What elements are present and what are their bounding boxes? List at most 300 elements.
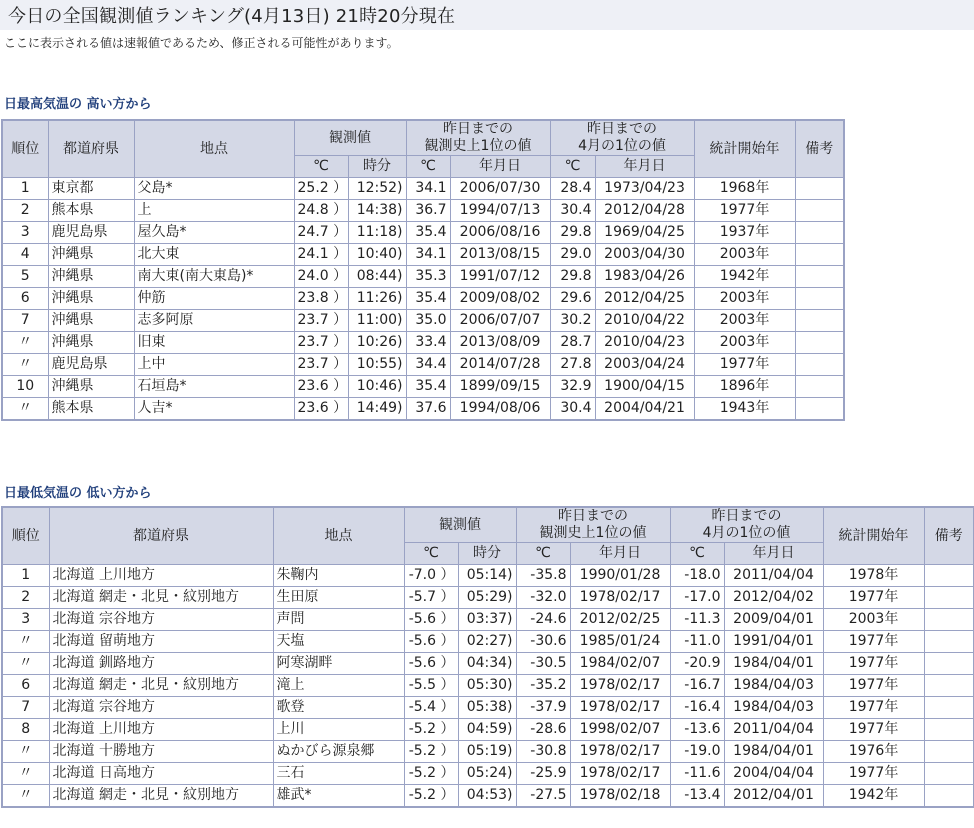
- remarks-cell: [795, 376, 844, 398]
- header-observed: 観測値: [294, 120, 406, 156]
- hist-temp-cell: 34.1: [406, 244, 450, 266]
- remarks-cell: [924, 587, 974, 609]
- observed-time-cell: 05:29): [458, 587, 516, 609]
- station-cell: 旧東: [134, 332, 294, 354]
- observed-time-cell: 10:55): [348, 354, 406, 376]
- month-temp-cell: -19.0: [670, 741, 724, 763]
- pref-cell: 沖縄県: [48, 266, 134, 288]
- header-month-celsius: ℃: [670, 543, 724, 565]
- month-temp-cell: 29.8: [550, 266, 595, 288]
- hist-date-cell: 1994/08/06: [450, 398, 550, 421]
- month-date-cell: 1900/04/15: [595, 376, 694, 398]
- header-obs-time: 時分: [348, 156, 406, 178]
- observed-time-cell: 05:38): [458, 697, 516, 719]
- hist-temp-cell: -25.9: [516, 763, 570, 785]
- pref-cell: 北海道 宗谷地方: [49, 609, 273, 631]
- start-year-cell: 1977年: [823, 697, 924, 719]
- rank-cell: 〃: [2, 741, 49, 763]
- remarks-cell: [924, 565, 974, 587]
- observed-time-cell: 14:49): [348, 398, 406, 421]
- month-date-cell: 1983/04/26: [595, 266, 694, 288]
- start-year-cell: 1942年: [823, 785, 924, 808]
- station-cell: 南大東(南大東島)*: [134, 266, 294, 288]
- pref-cell: 沖縄県: [48, 332, 134, 354]
- observed-temp-cell: 23.6 ）: [294, 376, 348, 398]
- station-cell: 雄武*: [273, 785, 404, 808]
- start-year-cell: 1977年: [694, 354, 795, 376]
- header-rank: 順位: [2, 507, 49, 565]
- observed-time-cell: 10:26): [348, 332, 406, 354]
- month-temp-cell: -13.4: [670, 785, 724, 808]
- pref-cell: 沖縄県: [48, 244, 134, 266]
- header-month-record: 昨日までの 4月の1位の値: [670, 507, 823, 543]
- table-row: [2, 222, 844, 244]
- month-date-cell: 2009/04/01: [724, 609, 823, 631]
- start-year-cell: 1977年: [823, 675, 924, 697]
- table-row: [2, 763, 974, 785]
- hist-temp-cell: -27.5: [516, 785, 570, 808]
- pref-cell: 北海道 釧路地方: [49, 653, 273, 675]
- rank-cell: 〃: [2, 354, 48, 376]
- header-month-record: 昨日までの 4月の1位の値: [550, 120, 694, 156]
- pref-cell: 北海道 宗谷地方: [49, 697, 273, 719]
- rank-cell: 5: [2, 266, 48, 288]
- header-start-year: 統計開始年: [823, 507, 924, 565]
- pref-cell: 北海道 上川地方: [49, 719, 273, 741]
- pref-cell: 鹿児島県: [48, 354, 134, 376]
- observed-temp-cell: 23.6 ）: [294, 398, 348, 421]
- table-row: [2, 653, 974, 675]
- observed-time-cell: 05:19): [458, 741, 516, 763]
- observed-time-cell: 03:37): [458, 609, 516, 631]
- header-hist-date: 年月日: [570, 543, 670, 565]
- start-year-cell: 1976年: [823, 741, 924, 763]
- month-date-cell: 1984/04/01: [724, 741, 823, 763]
- month-date-cell: 2010/04/22: [595, 310, 694, 332]
- hist-date-cell: 1978/02/17: [570, 697, 670, 719]
- remarks-cell: [795, 200, 844, 222]
- remarks-cell: [924, 653, 974, 675]
- observed-temp-cell: -5.2 ）: [404, 763, 458, 785]
- table-row: [2, 719, 974, 741]
- pref-cell: 北海道 留萌地方: [49, 631, 273, 653]
- table-row: [2, 398, 844, 421]
- observed-temp-cell: 23.7 ）: [294, 310, 348, 332]
- month-temp-cell: 29.0: [550, 244, 595, 266]
- station-cell: 人吉*: [134, 398, 294, 421]
- header-pref: 都道府県: [49, 507, 273, 565]
- month-temp-cell: -17.0: [670, 587, 724, 609]
- station-cell: 父島*: [134, 178, 294, 200]
- month-date-cell: 2011/04/04: [724, 719, 823, 741]
- pref-cell: 沖縄県: [48, 376, 134, 398]
- hist-date-cell: 1899/09/15: [450, 376, 550, 398]
- rank-cell: 3: [2, 609, 49, 631]
- hist-date-cell: 2006/07/30: [450, 178, 550, 200]
- station-cell: 歌登: [273, 697, 404, 719]
- hist-date-cell: 2012/02/25: [570, 609, 670, 631]
- start-year-cell: 1977年: [823, 631, 924, 653]
- start-year-cell: 1896年: [694, 376, 795, 398]
- remarks-cell: [924, 785, 974, 808]
- pref-cell: 熊本県: [48, 200, 134, 222]
- rank-cell: 1: [2, 565, 49, 587]
- pref-cell: 北海道 網走・北見・紋別地方: [49, 675, 273, 697]
- table-row: [2, 376, 844, 398]
- header-station: 地点: [134, 120, 294, 178]
- observed-temp-cell: -7.0 ）: [404, 565, 458, 587]
- rank-cell: 3: [2, 222, 48, 244]
- month-date-cell: 1984/04/01: [724, 653, 823, 675]
- high-table-body: [2, 178, 844, 421]
- hist-temp-cell: 36.7: [406, 200, 450, 222]
- header-month-date: 年月日: [595, 156, 694, 178]
- table-row: [2, 178, 844, 200]
- month-date-cell: 1984/04/03: [724, 697, 823, 719]
- start-year-cell: 1968年: [694, 178, 795, 200]
- remarks-cell: [924, 763, 974, 785]
- station-cell: 上川: [273, 719, 404, 741]
- observed-temp-cell: 24.1 ）: [294, 244, 348, 266]
- station-cell: 志多阿原: [134, 310, 294, 332]
- hist-temp-cell: -37.9: [516, 697, 570, 719]
- start-year-cell: 2003年: [823, 609, 924, 631]
- month-date-cell: 2012/04/01: [724, 785, 823, 808]
- hist-date-cell: 2013/08/09: [450, 332, 550, 354]
- observed-time-cell: 05:30): [458, 675, 516, 697]
- observed-time-cell: 11:18): [348, 222, 406, 244]
- month-temp-cell: 30.4: [550, 200, 595, 222]
- rank-cell: 7: [2, 310, 48, 332]
- remarks-cell: [795, 244, 844, 266]
- pref-cell: 沖縄県: [48, 310, 134, 332]
- header-rank: 順位: [2, 120, 48, 178]
- month-date-cell: 1973/04/23: [595, 178, 694, 200]
- start-year-cell: 1977年: [823, 653, 924, 675]
- remarks-cell: [795, 310, 844, 332]
- rank-cell: 2: [2, 587, 49, 609]
- remarks-cell: [924, 741, 974, 763]
- station-cell: 上: [134, 200, 294, 222]
- table-row: [2, 354, 844, 376]
- month-temp-cell: -16.7: [670, 675, 724, 697]
- month-date-cell: 2010/04/23: [595, 332, 694, 354]
- observed-time-cell: 11:00): [348, 310, 406, 332]
- month-temp-cell: 27.8: [550, 354, 595, 376]
- station-cell: 声問: [273, 609, 404, 631]
- table-row: [2, 587, 974, 609]
- remarks-cell: [795, 332, 844, 354]
- header-hist-record: 昨日までの 観測史上1位の値: [516, 507, 670, 543]
- start-year-cell: 1977年: [823, 587, 924, 609]
- hist-date-cell: 1978/02/17: [570, 675, 670, 697]
- start-year-cell: 1943年: [694, 398, 795, 421]
- title-bar: [0, 0, 974, 30]
- month-date-cell: 1984/04/03: [724, 675, 823, 697]
- hist-temp-cell: 35.4: [406, 288, 450, 310]
- observed-time-cell: 05:14): [458, 565, 516, 587]
- header-obs-celsius: ℃: [404, 543, 458, 565]
- station-cell: 仲筋: [134, 288, 294, 310]
- station-cell: 屋久島*: [134, 222, 294, 244]
- rank-cell: 〃: [2, 653, 49, 675]
- station-cell: 上中: [134, 354, 294, 376]
- header-obs-time: 時分: [458, 543, 516, 565]
- month-date-cell: 2011/04/04: [724, 565, 823, 587]
- hist-temp-cell: -35.8: [516, 565, 570, 587]
- start-year-cell: 1977年: [694, 200, 795, 222]
- month-temp-cell: -11.6: [670, 763, 724, 785]
- high-temp-ranking-table: [1, 119, 845, 421]
- rank-cell: 〃: [2, 785, 49, 808]
- observed-temp-cell: 24.7 ）: [294, 222, 348, 244]
- table-row: [2, 565, 974, 587]
- hist-date-cell: 1978/02/18: [570, 785, 670, 808]
- pref-cell: 北海道 十勝地方: [49, 741, 273, 763]
- hist-temp-cell: 34.4: [406, 354, 450, 376]
- station-cell: 朱鞠内: [273, 565, 404, 587]
- month-date-cell: 2004/04/21: [595, 398, 694, 421]
- hist-temp-cell: 34.1: [406, 178, 450, 200]
- rank-cell: 10: [2, 376, 48, 398]
- header-month-celsius: ℃: [550, 156, 595, 178]
- remarks-cell: [924, 631, 974, 653]
- rank-cell: 6: [2, 288, 48, 310]
- observed-temp-cell: -5.6 ）: [404, 631, 458, 653]
- rank-cell: 7: [2, 697, 49, 719]
- month-temp-cell: -13.6: [670, 719, 724, 741]
- table-row: [2, 785, 974, 808]
- rank-cell: 〃: [2, 398, 48, 421]
- observed-time-cell: 11:26): [348, 288, 406, 310]
- start-year-cell: 1977年: [823, 719, 924, 741]
- observed-time-cell: 10:40): [348, 244, 406, 266]
- start-year-cell: 2003年: [694, 332, 795, 354]
- hist-date-cell: 1984/02/07: [570, 653, 670, 675]
- observed-time-cell: 08:44): [348, 266, 406, 288]
- hist-temp-cell: 35.3: [406, 266, 450, 288]
- month-temp-cell: 28.7: [550, 332, 595, 354]
- observed-temp-cell: 23.7 ）: [294, 332, 348, 354]
- table-row: [2, 741, 974, 763]
- observed-temp-cell: -5.6 ）: [404, 609, 458, 631]
- table-row: [2, 675, 974, 697]
- page-title: 今日の全国観測値ランキング(4月13日) 21時20分現在: [8, 6, 456, 27]
- hist-temp-cell: -30.5: [516, 653, 570, 675]
- hist-date-cell: 1978/02/17: [570, 741, 670, 763]
- observed-time-cell: 10:46): [348, 376, 406, 398]
- pref-cell: 東京都: [48, 178, 134, 200]
- month-date-cell: 1991/04/01: [724, 631, 823, 653]
- hist-temp-cell: 35.4: [406, 222, 450, 244]
- month-temp-cell: -16.4: [670, 697, 724, 719]
- hist-date-cell: 1990/01/28: [570, 565, 670, 587]
- rank-cell: 〃: [2, 332, 48, 354]
- hist-date-cell: 1985/01/24: [570, 631, 670, 653]
- month-date-cell: 2012/04/28: [595, 200, 694, 222]
- pref-cell: 鹿児島県: [48, 222, 134, 244]
- observed-temp-cell: -5.7 ）: [404, 587, 458, 609]
- header-remarks: 備考: [924, 507, 974, 565]
- table-row: [2, 266, 844, 288]
- hist-date-cell: 2009/08/02: [450, 288, 550, 310]
- hist-temp-cell: -28.6: [516, 719, 570, 741]
- header-observed: 観測値: [404, 507, 516, 543]
- month-temp-cell: 30.4: [550, 398, 595, 421]
- month-date-cell: 2003/04/24: [595, 354, 694, 376]
- start-year-cell: 1942年: [694, 266, 795, 288]
- pref-cell: 北海道 網走・北見・紋別地方: [49, 785, 273, 808]
- observed-time-cell: 14:38): [348, 200, 406, 222]
- low-temp-ranking-table: [1, 506, 974, 808]
- rank-cell: 2: [2, 200, 48, 222]
- remarks-cell: [795, 398, 844, 421]
- month-temp-cell: -20.9: [670, 653, 724, 675]
- station-cell: 阿寒湖畔: [273, 653, 404, 675]
- remarks-cell: [924, 675, 974, 697]
- table-row: [2, 609, 974, 631]
- hist-date-cell: 1998/02/07: [570, 719, 670, 741]
- table-row: [2, 310, 844, 332]
- start-year-cell: 1937年: [694, 222, 795, 244]
- header-station: 地点: [273, 507, 404, 565]
- remarks-cell: [795, 354, 844, 376]
- rank-cell: 〃: [2, 631, 49, 653]
- hist-temp-cell: 33.4: [406, 332, 450, 354]
- observed-temp-cell: 23.8 ）: [294, 288, 348, 310]
- observed-time-cell: 12:52): [348, 178, 406, 200]
- pref-cell: 北海道 日高地方: [49, 763, 273, 785]
- disclaimer-note: ここに表示される値は速報値であるため、修正される可能性があります。: [4, 36, 399, 50]
- station-cell: 北大東: [134, 244, 294, 266]
- station-cell: 天塩: [273, 631, 404, 653]
- observed-temp-cell: -5.6 ）: [404, 653, 458, 675]
- pref-cell: 沖縄県: [48, 288, 134, 310]
- observed-temp-cell: -5.2 ）: [404, 719, 458, 741]
- month-date-cell: 1969/04/25: [595, 222, 694, 244]
- month-temp-cell: 32.9: [550, 376, 595, 398]
- month-temp-cell: 28.4: [550, 178, 595, 200]
- remarks-cell: [924, 719, 974, 741]
- hist-date-cell: 1994/07/13: [450, 200, 550, 222]
- remarks-cell: [924, 609, 974, 631]
- observed-time-cell: 02:27): [458, 631, 516, 653]
- month-date-cell: 2003/04/30: [595, 244, 694, 266]
- rank-cell: 6: [2, 675, 49, 697]
- pref-cell: 北海道 網走・北見・紋別地方: [49, 587, 273, 609]
- header-hist-celsius: ℃: [406, 156, 450, 178]
- header-hist-date: 年月日: [450, 156, 550, 178]
- month-date-cell: 2012/04/02: [724, 587, 823, 609]
- hist-temp-cell: -24.6: [516, 609, 570, 631]
- header-start-year: 統計開始年: [694, 120, 795, 178]
- hist-temp-cell: -30.8: [516, 741, 570, 763]
- hist-date-cell: 2014/07/28: [450, 354, 550, 376]
- header-pref: 都道府県: [48, 120, 134, 178]
- table-row: [2, 332, 844, 354]
- remarks-cell: [795, 288, 844, 310]
- observed-temp-cell: 25.2 ）: [294, 178, 348, 200]
- start-year-cell: 1978年: [823, 565, 924, 587]
- observed-temp-cell: -5.4 ）: [404, 697, 458, 719]
- hist-date-cell: 2013/08/15: [450, 244, 550, 266]
- observed-time-cell: 04:34): [458, 653, 516, 675]
- remarks-cell: [795, 266, 844, 288]
- hist-temp-cell: -35.2: [516, 675, 570, 697]
- header-hist-celsius: ℃: [516, 543, 570, 565]
- rank-cell: 8: [2, 719, 49, 741]
- month-temp-cell: 29.6: [550, 288, 595, 310]
- section-title-low: 日最低気温の 低い方から: [4, 486, 152, 501]
- hist-temp-cell: -30.6: [516, 631, 570, 653]
- hist-date-cell: 1978/02/17: [570, 587, 670, 609]
- pref-cell: 熊本県: [48, 398, 134, 421]
- table-row: [2, 200, 844, 222]
- hist-temp-cell: 35.4: [406, 376, 450, 398]
- station-cell: 石垣島*: [134, 376, 294, 398]
- hist-date-cell: 1991/07/12: [450, 266, 550, 288]
- observed-time-cell: 05:24): [458, 763, 516, 785]
- observed-temp-cell: 23.7 ）: [294, 354, 348, 376]
- month-temp-cell: -11.3: [670, 609, 724, 631]
- pref-cell: 北海道 上川地方: [49, 565, 273, 587]
- observed-temp-cell: 24.0 ）: [294, 266, 348, 288]
- header-month-date: 年月日: [724, 543, 823, 565]
- month-date-cell: 2004/04/04: [724, 763, 823, 785]
- observed-temp-cell: -5.2 ）: [404, 741, 458, 763]
- table-row: [2, 244, 844, 266]
- remarks-cell: [924, 697, 974, 719]
- start-year-cell: 2003年: [694, 244, 795, 266]
- rank-cell: 4: [2, 244, 48, 266]
- month-temp-cell: 30.2: [550, 310, 595, 332]
- observed-temp-cell: -5.5 ）: [404, 675, 458, 697]
- month-temp-cell: -11.0: [670, 631, 724, 653]
- header-obs-celsius: ℃: [294, 156, 348, 178]
- remarks-cell: [795, 178, 844, 200]
- rank-cell: 〃: [2, 763, 49, 785]
- table-row: [2, 288, 844, 310]
- observed-temp-cell: 24.8 ）: [294, 200, 348, 222]
- hist-date-cell: 1978/02/17: [570, 763, 670, 785]
- table-row: [2, 631, 974, 653]
- section-title-high: 日最高気温の 高い方から: [4, 97, 152, 112]
- start-year-cell: 1977年: [823, 763, 924, 785]
- month-temp-cell: 29.8: [550, 222, 595, 244]
- remarks-cell: [795, 222, 844, 244]
- start-year-cell: 2003年: [694, 310, 795, 332]
- observed-time-cell: 04:53): [458, 785, 516, 808]
- observed-time-cell: 04:59): [458, 719, 516, 741]
- low-table-body: [2, 565, 974, 808]
- rank-cell: 1: [2, 178, 48, 200]
- table-row: [2, 697, 974, 719]
- header-hist-record: 昨日までの 観測史上1位の値: [406, 120, 550, 156]
- hist-date-cell: 2006/08/16: [450, 222, 550, 244]
- station-cell: 生田原: [273, 587, 404, 609]
- month-date-cell: 2012/04/25: [595, 288, 694, 310]
- start-year-cell: 2003年: [694, 288, 795, 310]
- hist-temp-cell: 35.0: [406, 310, 450, 332]
- month-temp-cell: -18.0: [670, 565, 724, 587]
- header-remarks: 備考: [795, 120, 844, 178]
- observed-temp-cell: -5.2 ）: [404, 785, 458, 808]
- hist-temp-cell: -32.0: [516, 587, 570, 609]
- hist-date-cell: 2006/07/07: [450, 310, 550, 332]
- hist-temp-cell: 37.6: [406, 398, 450, 421]
- station-cell: ぬかびら源泉郷: [273, 741, 404, 763]
- station-cell: 三石: [273, 763, 404, 785]
